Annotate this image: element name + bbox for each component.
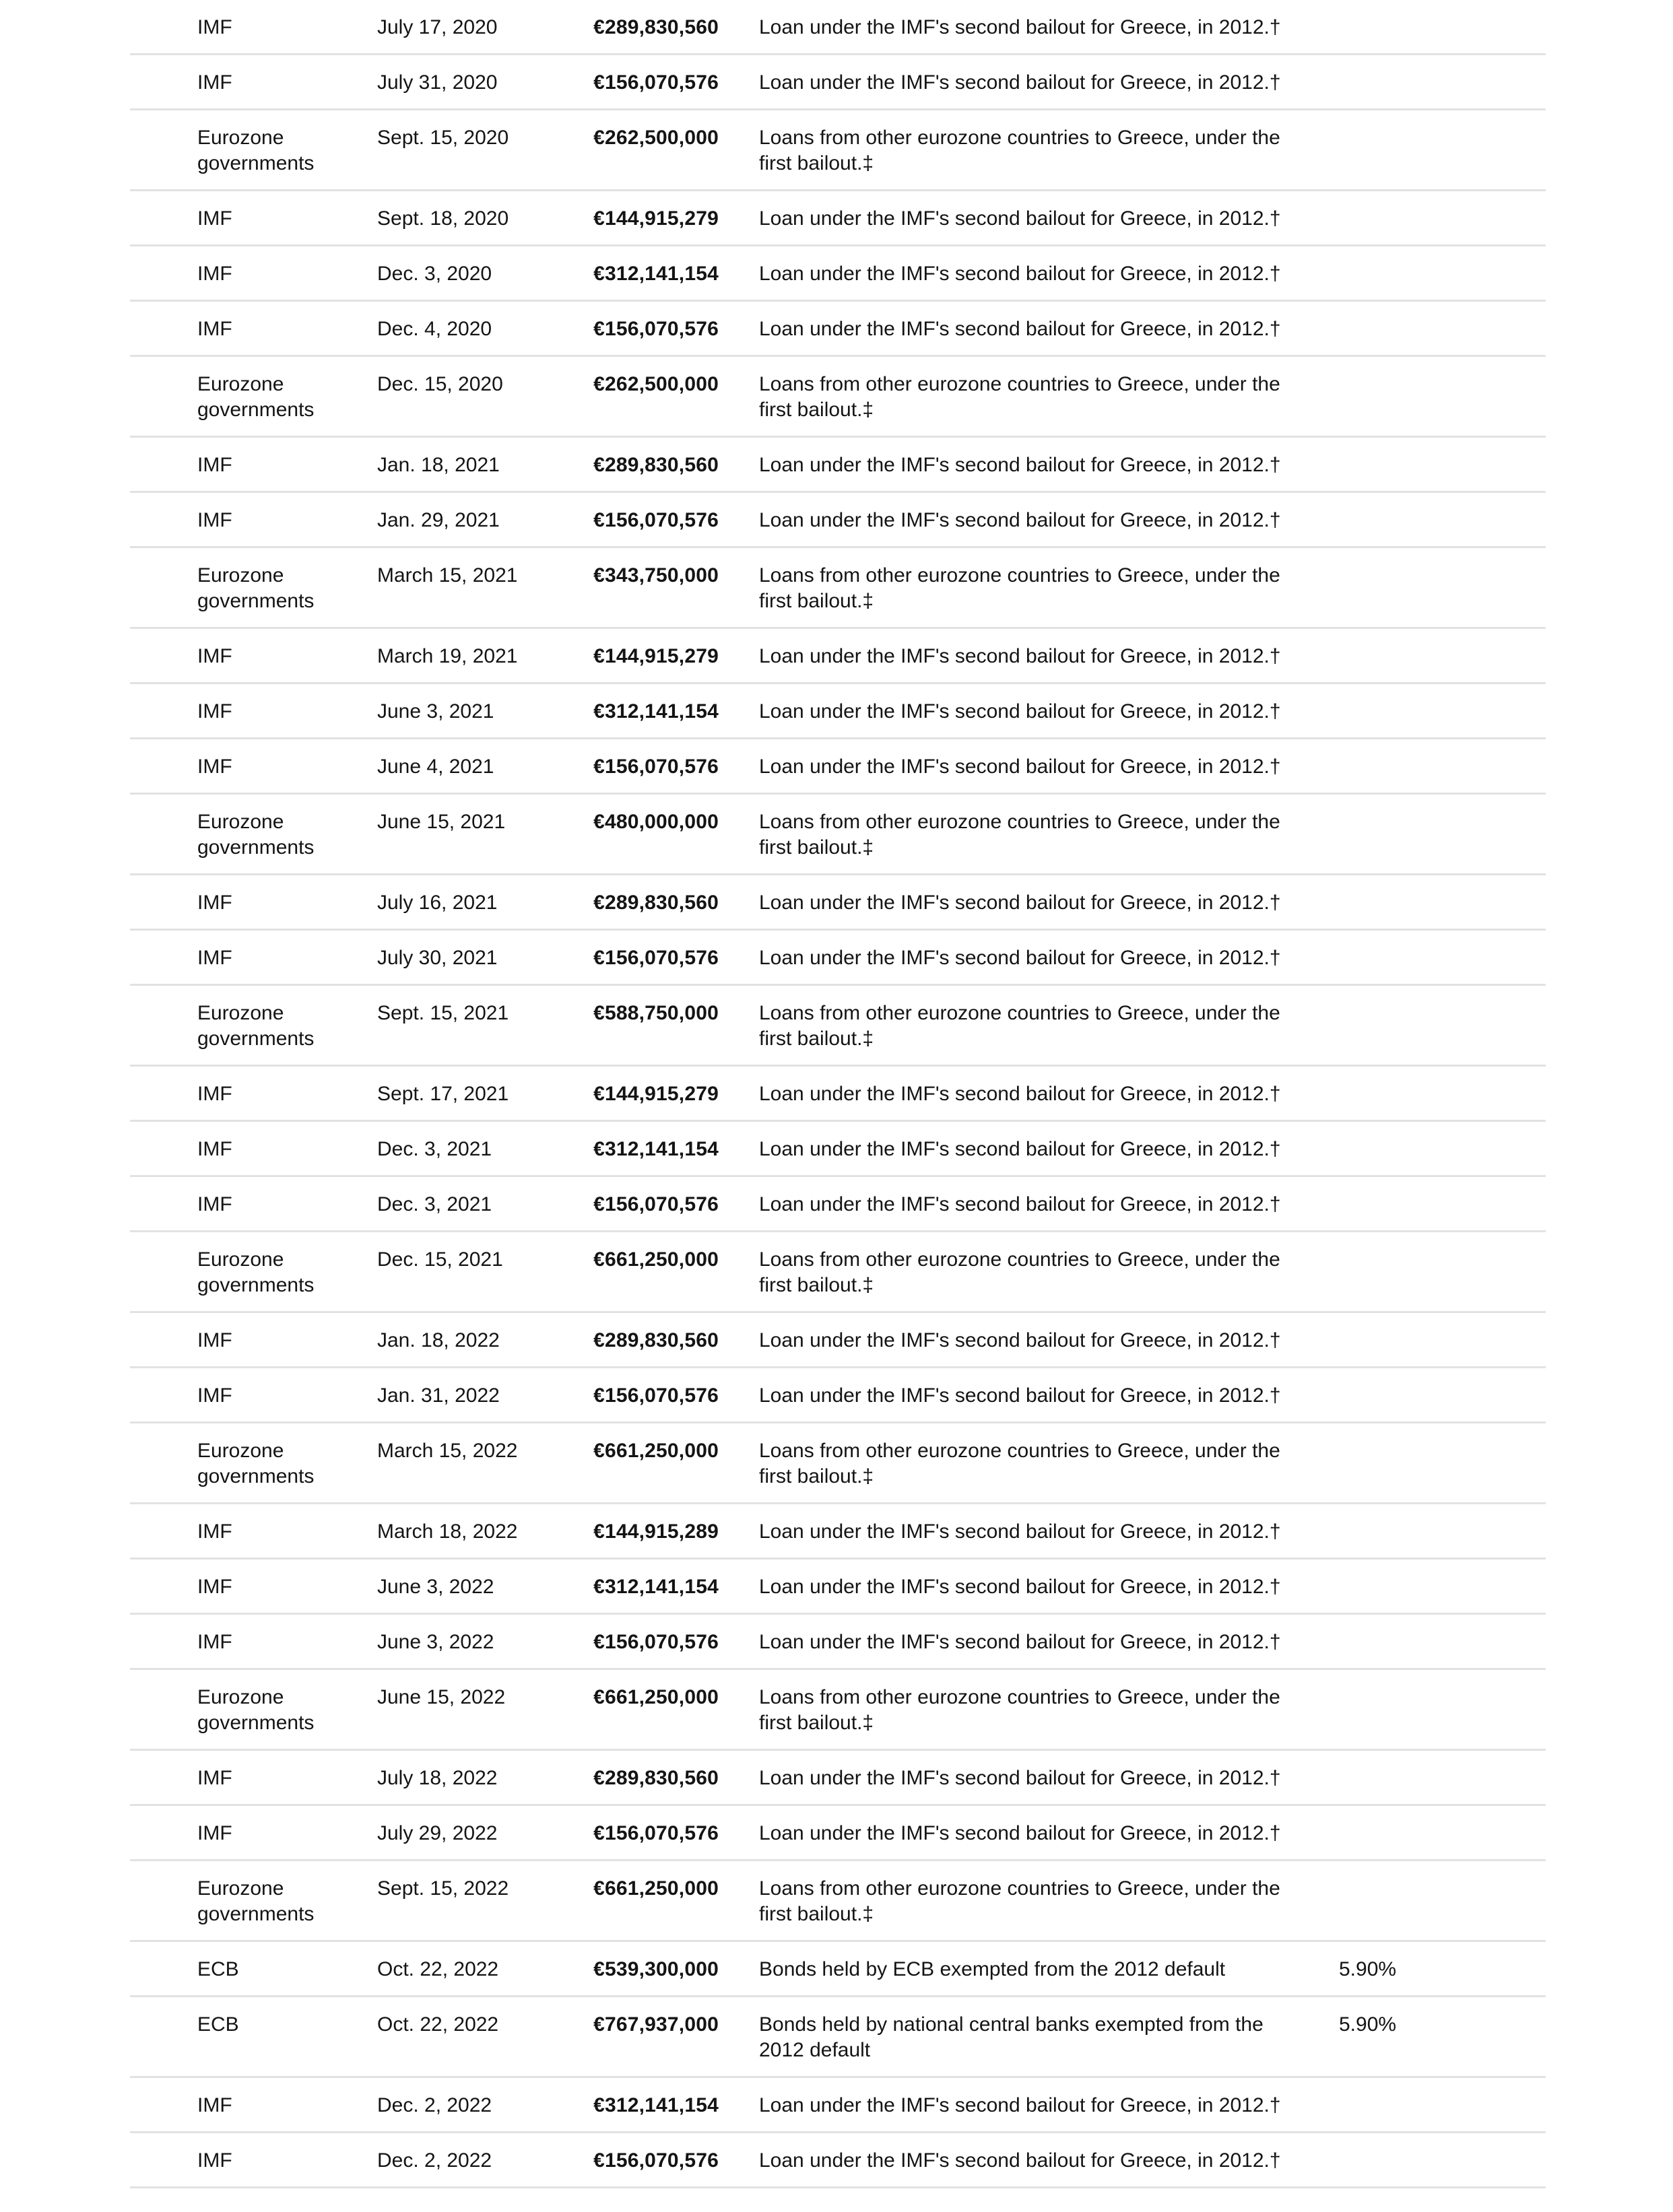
table-row [130, 684, 1546, 739]
table-row [130, 1751, 1546, 1806]
date-cell: March 18, 2022 [377, 1520, 518, 1543]
creditor-cell: IMF [197, 1083, 232, 1105]
amount-cell: €144,915,289 [593, 1520, 719, 1543]
interest-rate-cell: 5.90% [1339, 1958, 1397, 1980]
creditor-cell: IMF [197, 1767, 232, 1789]
description-cell: Loans from other eurozone countries to Greece, under the first bailout.‡ [759, 1440, 1280, 1487]
date-cell: July 29, 2022 [377, 1822, 498, 1844]
table-row [130, 493, 1546, 548]
description-cell: Loan under the IMF's second bailout for Greece, in 2012.† [759, 700, 1281, 723]
date-cell: July 30, 2021 [377, 947, 498, 969]
description-cell: Loan under the IMF's second bailout for Greece, in 2012.† [759, 318, 1281, 340]
date-cell: June 15, 2022 [377, 1686, 506, 1708]
creditor-cell: Eurozone governments [197, 1686, 315, 1734]
description-cell: Loan under the IMF's second bailout for Greece, in 2012.† [759, 1329, 1281, 1351]
description-cell: Loan under the IMF's second bailout for Greece, in 2012.† [759, 1193, 1281, 1215]
amount-cell: €661,250,000 [593, 1440, 719, 1462]
table-row [130, 795, 1546, 875]
description-cell: Loan under the IMF's second bailout for Greece, in 2012.† [759, 1576, 1281, 1598]
description-cell: Loan under the IMF's second bailout for Greece, in 2012.† [759, 263, 1281, 285]
date-cell: Dec. 15, 2020 [377, 373, 503, 395]
description-cell: Loan under the IMF's second bailout for Greece, in 2012.† [759, 454, 1281, 476]
amount-cell: €588,750,000 [593, 1002, 719, 1024]
table-row [130, 931, 1546, 986]
date-cell: June 3, 2022 [377, 1576, 494, 1598]
amount-cell: €156,070,576 [593, 756, 719, 778]
creditor-cell: Eurozone governments [197, 1877, 315, 1925]
date-cell: June 3, 2022 [377, 1631, 494, 1653]
amount-cell: €144,915,279 [593, 1083, 719, 1105]
creditor-cell: IMF [197, 207, 232, 230]
creditor-cell: IMF [197, 1631, 232, 1653]
table-row [130, 1368, 1546, 1423]
description-cell: Loan under the IMF's second bailout for Greece, in 2012.† [759, 509, 1281, 531]
description-cell: Loan under the IMF's second bailout for Greece, in 2012.† [759, 207, 1281, 230]
date-cell: July 31, 2020 [377, 71, 498, 94]
creditor-cell: Eurozone governments [197, 811, 315, 859]
creditor-cell: IMF [197, 1576, 232, 1598]
description-cell: Loan under the IMF's second bailout for Greece, in 2012.† [759, 1384, 1281, 1407]
date-cell: Dec. 4, 2020 [377, 318, 492, 340]
creditor-cell: IMF [197, 1384, 232, 1407]
description-cell: Loans from other eurozone countries to Greece, under the first bailout.‡ [759, 564, 1280, 612]
amount-cell: €156,070,576 [593, 509, 719, 531]
description-cell: Loans from other eurozone countries to Greece, under the first bailout.‡ [759, 373, 1280, 421]
amount-cell: €480,000,000 [593, 811, 719, 833]
amount-cell: €312,141,154 [593, 700, 719, 723]
creditor-cell: IMF [197, 2094, 232, 2116]
amount-cell: €661,250,000 [593, 1877, 719, 1900]
table-row [130, 1423, 1546, 1504]
creditor-cell: Eurozone governments [197, 1002, 315, 1050]
description-cell: Loan under the IMF's second bailout for Greece, in 2012.† [759, 892, 1281, 914]
date-cell: Dec. 3, 2020 [377, 263, 492, 285]
date-cell: July 18, 2022 [377, 1767, 498, 1789]
amount-cell: €156,070,576 [593, 1193, 719, 1215]
debt-payments-table [130, 0, 1546, 2188]
description-cell: Loans from other eurozone countries to Greece, under the first bailout.‡ [759, 127, 1280, 174]
table-row [130, 0, 1546, 55]
amount-cell: €661,250,000 [593, 1686, 719, 1708]
date-cell: March 19, 2021 [377, 645, 518, 667]
table-row [130, 1615, 1546, 1670]
creditor-cell: IMF [197, 1138, 232, 1160]
creditor-cell: IMF [197, 318, 232, 340]
description-cell: Loans from other eurozone countries to Greece, under the first bailout.‡ [759, 1248, 1280, 1296]
description-cell: Loan under the IMF's second bailout for Greece, in 2012.† [759, 1822, 1281, 1844]
creditor-cell: IMF [197, 1520, 232, 1543]
creditor-cell: IMF [197, 263, 232, 285]
amount-cell: €767,937,000 [593, 2013, 719, 2036]
creditor-cell: IMF [197, 1329, 232, 1351]
date-cell: June 4, 2021 [377, 756, 494, 778]
description-cell: Loan under the IMF's second bailout for Greece, in 2012.† [759, 1631, 1281, 1653]
amount-cell: €289,830,560 [593, 454, 719, 476]
amount-cell: €156,070,576 [593, 2149, 719, 2172]
creditor-cell: IMF [197, 71, 232, 94]
amount-cell: €156,070,576 [593, 318, 719, 340]
table-row [130, 1177, 1546, 1232]
creditor-cell: ECB [197, 2013, 239, 2036]
table-row [130, 2078, 1546, 2133]
date-cell: Jan. 31, 2022 [377, 1384, 500, 1407]
table-row [130, 438, 1546, 493]
date-cell: Jan. 29, 2021 [377, 509, 500, 531]
description-cell: Loans from other eurozone countries to Greece, under the first bailout.‡ [759, 811, 1280, 859]
table-row [130, 191, 1546, 246]
interest-rate-cell: 5.90% [1339, 2013, 1397, 2036]
amount-cell: €156,070,576 [593, 1384, 719, 1407]
date-cell: March 15, 2022 [377, 1440, 518, 1462]
table-row [130, 357, 1546, 438]
description-cell: Loan under the IMF's second bailout for Greece, in 2012.† [759, 16, 1281, 38]
table-row [130, 629, 1546, 684]
creditor-cell: IMF [197, 756, 232, 778]
table-row [130, 302, 1546, 357]
table-row [130, 1122, 1546, 1177]
amount-cell: €312,141,154 [593, 1576, 719, 1598]
description-cell: Loan under the IMF's second bailout for Greece, in 2012.† [759, 947, 1281, 969]
date-cell: Jan. 18, 2022 [377, 1329, 500, 1351]
creditor-cell: IMF [197, 947, 232, 969]
date-cell: Dec. 2, 2022 [377, 2094, 492, 2116]
amount-cell: €156,070,576 [593, 1631, 719, 1653]
date-cell: Oct. 22, 2022 [377, 2013, 499, 2036]
amount-cell: €661,250,000 [593, 1248, 719, 1271]
description-cell: Loan under the IMF's second bailout for Greece, in 2012.† [759, 645, 1281, 667]
table-row [130, 55, 1546, 110]
description-cell: Bonds held by ECB exempted from the 2012 default [759, 1958, 1226, 1980]
amount-cell: €262,500,000 [593, 373, 719, 395]
creditor-cell: IMF [197, 1193, 232, 1215]
creditor-cell: IMF [197, 2149, 232, 2172]
creditor-cell: IMF [197, 892, 232, 914]
creditor-cell: IMF [197, 700, 232, 723]
date-cell: Dec. 3, 2021 [377, 1193, 492, 1215]
creditor-cell: IMF [197, 509, 232, 531]
table-row [130, 1861, 1546, 1942]
table-row [130, 1942, 1546, 1997]
date-cell: Dec. 3, 2021 [377, 1138, 492, 1160]
table-row [130, 1997, 1546, 2078]
table-row [130, 1670, 1546, 1751]
amount-cell: €312,141,154 [593, 263, 719, 285]
description-cell: Loan under the IMF's second bailout for Greece, in 2012.† [759, 2094, 1281, 2116]
creditor-cell: Eurozone governments [197, 373, 315, 421]
date-cell: Sept. 15, 2021 [377, 1002, 509, 1024]
date-cell: Oct. 22, 2022 [377, 1958, 499, 1980]
table-row [130, 548, 1546, 629]
amount-cell: €156,070,576 [593, 947, 719, 969]
description-cell: Loans from other eurozone countries to Greece, under the first bailout.‡ [759, 1002, 1280, 1050]
date-cell: Jan. 18, 2021 [377, 454, 500, 476]
amount-cell: €289,830,560 [593, 1329, 719, 1351]
creditor-cell: Eurozone governments [197, 1440, 315, 1487]
amount-cell: €312,141,154 [593, 2094, 719, 2116]
table-row [130, 1313, 1546, 1368]
creditor-cell: IMF [197, 1822, 232, 1844]
amount-cell: €144,915,279 [593, 645, 719, 667]
description-cell: Bonds held by national central banks exempted from the 2012 default [759, 2013, 1264, 2061]
creditor-cell: Eurozone governments [197, 1248, 315, 1296]
amount-cell: €289,830,560 [593, 16, 719, 38]
description-cell: Loans from other eurozone countries to Greece, under the first bailout.‡ [759, 1877, 1280, 1925]
date-cell: July 16, 2021 [377, 892, 498, 914]
table-row [130, 110, 1546, 191]
table-row [130, 986, 1546, 1067]
description-cell: Loan under the IMF's second bailout for Greece, in 2012.† [759, 71, 1281, 94]
amount-cell: €343,750,000 [593, 564, 719, 586]
table-row [130, 246, 1546, 302]
description-cell: Loan under the IMF's second bailout for Greece, in 2012.† [759, 1138, 1281, 1160]
description-cell: Loan under the IMF's second bailout for Greece, in 2012.† [759, 1083, 1281, 1105]
amount-cell: €144,915,279 [593, 207, 719, 230]
table-row [130, 1504, 1546, 1560]
creditor-cell: IMF [197, 645, 232, 667]
amount-cell: €262,500,000 [593, 127, 719, 149]
amount-cell: €156,070,576 [593, 1822, 719, 1844]
date-cell: Dec. 2, 2022 [377, 2149, 492, 2172]
table-row [130, 875, 1546, 931]
description-cell: Loan under the IMF's second bailout for Greece, in 2012.† [759, 1520, 1281, 1543]
date-cell: June 3, 2021 [377, 700, 494, 723]
amount-cell: €156,070,576 [593, 71, 719, 94]
date-cell: Sept. 18, 2020 [377, 207, 509, 230]
date-cell: July 17, 2020 [377, 16, 498, 38]
date-cell: Dec. 15, 2021 [377, 1248, 503, 1271]
table-row [130, 1806, 1546, 1861]
table-row [130, 2133, 1546, 2188]
creditor-cell: Eurozone governments [197, 564, 315, 612]
amount-cell: €289,830,560 [593, 1767, 719, 1789]
table-row [130, 739, 1546, 795]
description-cell: Loan under the IMF's second bailout for Greece, in 2012.† [759, 1767, 1281, 1789]
date-cell: Sept. 17, 2021 [377, 1083, 509, 1105]
description-cell: Loan under the IMF's second bailout for Greece, in 2012.† [759, 756, 1281, 778]
amount-cell: €289,830,560 [593, 892, 719, 914]
amount-cell: €539,300,000 [593, 1958, 719, 1980]
creditor-cell: IMF [197, 454, 232, 476]
amount-cell: €312,141,154 [593, 1138, 719, 1160]
creditor-cell: Eurozone governments [197, 127, 315, 174]
table-row [130, 1067, 1546, 1122]
description-cell: Loan under the IMF's second bailout for Greece, in 2012.† [759, 2149, 1281, 2172]
date-cell: March 15, 2021 [377, 564, 518, 586]
date-cell: Sept. 15, 2020 [377, 127, 509, 149]
date-cell: Sept. 15, 2022 [377, 1877, 509, 1900]
description-cell: Loans from other eurozone countries to Greece, under the first bailout.‡ [759, 1686, 1280, 1734]
table-row [130, 1232, 1546, 1313]
table-row [130, 1560, 1546, 1615]
creditor-cell: IMF [197, 16, 232, 38]
date-cell: June 15, 2021 [377, 811, 506, 833]
creditor-cell: ECB [197, 1958, 239, 1980]
